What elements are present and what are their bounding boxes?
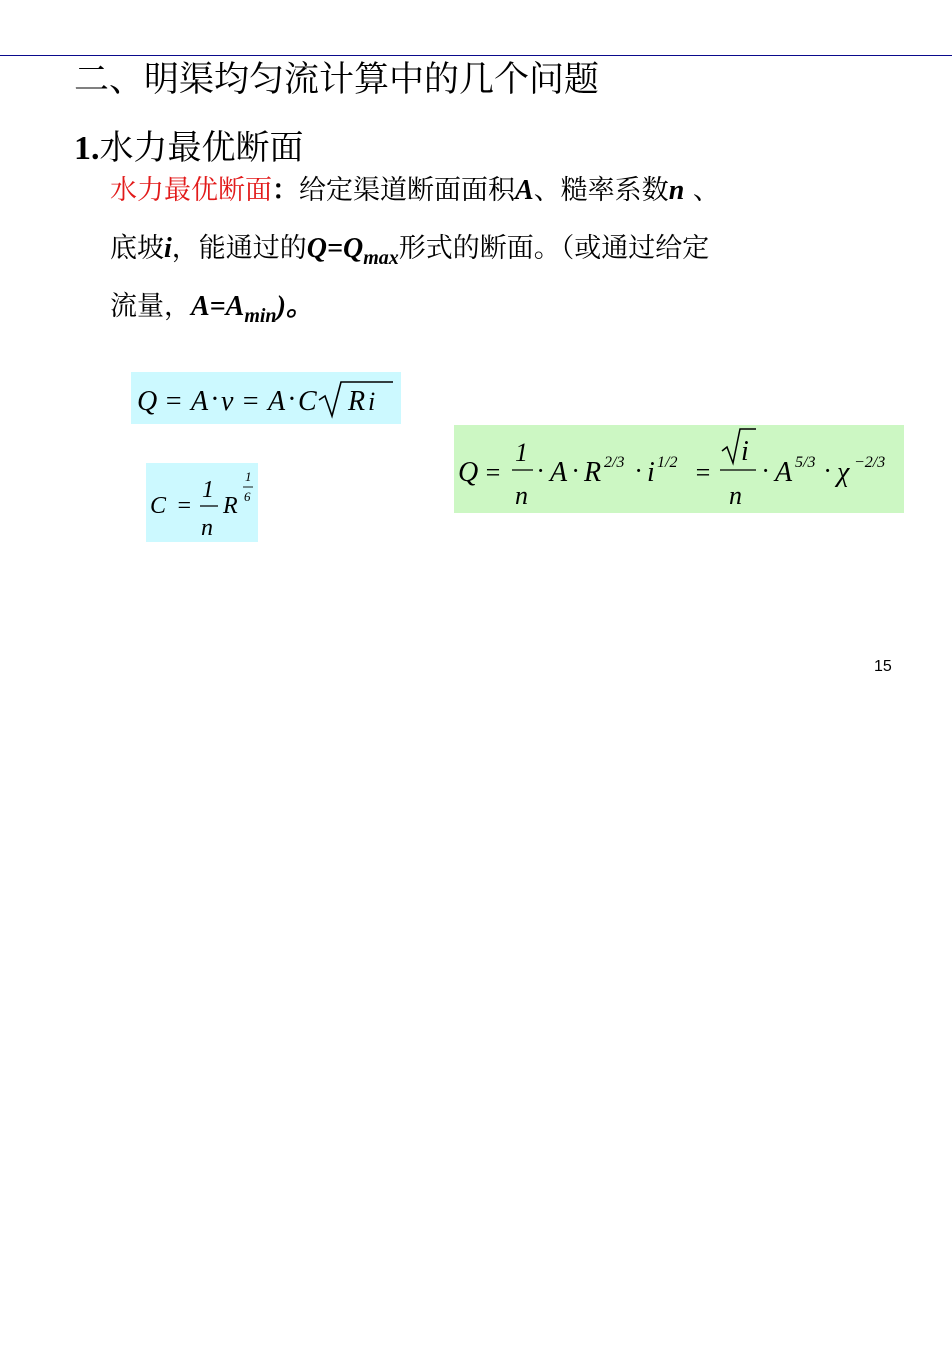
svg-text:R: R — [223, 493, 238, 519]
formula-chezy-coefficient — [146, 463, 258, 542]
page-number: 15 — [874, 658, 892, 675]
definition-line-1: 水力最优断面：给定渠道断面面积A、糙率系数n 、 — [110, 175, 720, 206]
svg-text:·: · — [288, 384, 295, 415]
svg-text:6: 6 — [244, 489, 251, 504]
top-divider-line — [0, 55, 952, 56]
var-Q: Q=Q — [306, 233, 364, 264]
svg-text:Q: Q — [137, 386, 158, 417]
formula-manning — [454, 425, 904, 513]
definition-line-2: 底坡i，能通过的$Q=Q_{max}$形式的断面。（或通过给定 — [110, 233, 710, 269]
svg-text:1: 1 — [245, 469, 252, 484]
svg-text:·: · — [211, 384, 218, 415]
svg-text:=: = — [164, 386, 183, 417]
svg-text:2/3: 2/3 — [604, 454, 625, 471]
svg-text:−2/3: −2/3 — [854, 454, 886, 471]
formula-discharge — [131, 372, 401, 424]
var-A-equals: A=A — [191, 291, 245, 322]
svg-text:·: · — [572, 456, 579, 485]
svg-text:C: C — [150, 493, 167, 519]
svg-text:i: i — [368, 387, 376, 416]
var-A: A — [515, 175, 534, 206]
svg-text:·: · — [537, 456, 544, 485]
svg-text:C: C — [298, 386, 317, 417]
svg-text:·: · — [824, 456, 831, 485]
svg-text:v: v — [221, 386, 234, 417]
svg-text:n: n — [515, 481, 528, 510]
svg-text:A: A — [268, 386, 286, 417]
svg-text:1: 1 — [515, 438, 528, 467]
svg-text:=: = — [176, 493, 193, 519]
svg-text:5/3: 5/3 — [795, 454, 816, 471]
svg-text:R: R — [348, 386, 366, 417]
formula-discharge-graphic — [131, 372, 401, 424]
svg-text:n: n — [729, 481, 742, 510]
svg-text:R: R — [584, 457, 602, 488]
svg-text:1: 1 — [202, 477, 214, 503]
definition-term: 水力最优断面 — [110, 175, 272, 206]
svg-text:A: A — [550, 457, 568, 488]
svg-text:Q: Q — [458, 457, 479, 488]
subsection-number: 1. — [74, 130, 100, 167]
svg-text:=: = — [484, 458, 502, 487]
svg-text:i: i — [741, 436, 749, 467]
section-heading: 二、明渠均匀流计算中的几个问题 — [74, 60, 600, 100]
svg-text:·: · — [635, 456, 642, 485]
subsection-heading — [74, 128, 304, 169]
svg-text:=: = — [241, 386, 260, 417]
formula-chezy-graphic — [146, 463, 258, 542]
svg-text:1/2: 1/2 — [657, 454, 678, 471]
subscript-max: max — [363, 247, 399, 269]
formula-manning-graphic — [454, 425, 904, 513]
svg-text:i: i — [647, 457, 655, 488]
subsection-title: 水力最优断面 — [99, 128, 304, 168]
var-i: i — [164, 233, 172, 264]
definition-line-3: 流量，$A=A_{min}$)。 — [110, 291, 314, 327]
svg-text:·: · — [762, 456, 769, 485]
subscript-min: min — [244, 305, 277, 327]
svg-text:A: A — [775, 457, 793, 488]
svg-text:A: A — [191, 386, 209, 417]
svg-text:=: = — [694, 458, 712, 487]
var-n: n — [668, 175, 685, 206]
svg-text:n: n — [201, 515, 213, 541]
svg-text:χ: χ — [837, 457, 850, 488]
